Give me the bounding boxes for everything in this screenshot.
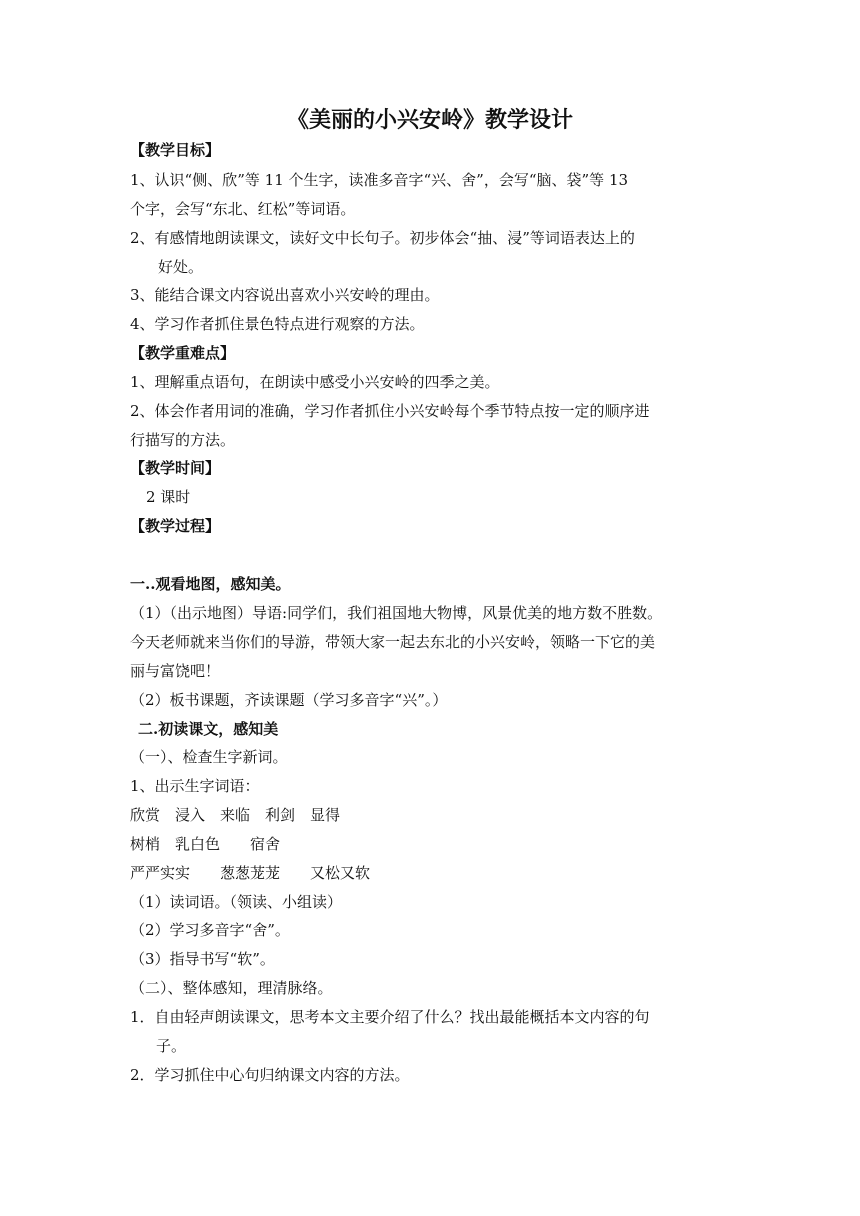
text-line: （2）学习多音字“舍”。	[130, 921, 290, 939]
text-line: （2）板书课题，齐读课题（学习多音字“兴”。）	[130, 691, 448, 709]
text-line: 子。	[156, 1037, 187, 1055]
heading-objectives: 【教学目标】	[130, 141, 221, 159]
heading-key-points: 【教学重难点】	[130, 344, 236, 362]
text-line: 1、出示生字词语：	[130, 777, 260, 795]
vocab-line: 树梢 乳白色 宿舍	[130, 835, 281, 853]
text-line: 1、理解重点语句，在朗读中感受小兴安岭的四季之美。	[130, 373, 500, 391]
text-line: （二）、整体感知，理清脉络。	[130, 979, 333, 997]
text-line: 好处。	[158, 258, 204, 276]
section-heading: 二.初读课文，感知美	[138, 720, 279, 738]
text-line: 丽与富饶吧！	[130, 662, 221, 680]
text-line: 今天老师就来当你们的导游，带领大家一起去东北的小兴安岭，领略一下它的美	[130, 633, 656, 651]
text-line: 2．学习抓住中心句归纳课文内容的方法。	[130, 1066, 410, 1084]
vocab-line: 欣赏 浸入 来临 利剑 显得	[130, 806, 341, 824]
text-line: （3）指导书写“软”。	[130, 950, 275, 968]
text-line: （1）（出示地图）导语:同学们，我们祖国地大物博，风景优美的地方数不胜数。	[130, 604, 663, 622]
text-line: （一）、检查生字新词。	[130, 748, 288, 766]
text-line: 3、能结合课文内容说出喜欢小兴安岭的理由。	[130, 286, 440, 304]
text-line: 2、有感情地朗读课文，读好文中长句子。初步体会“抽、浸”等词语表达上的	[130, 229, 635, 247]
text-line: （1）读词语。（领读、小组读）	[130, 893, 343, 911]
heading-time: 【教学时间】	[130, 459, 221, 477]
text-line: 个字，会写“东北、红松”等词语。	[130, 200, 356, 218]
vocab-line: 严严实实 葱葱茏茏 又松又软	[130, 864, 371, 882]
document-title: 《美丽的小兴安岭》教学设计	[286, 107, 573, 133]
text-line: 4、学习作者抓住景色特点进行观察的方法。	[130, 315, 425, 333]
text-line: 2、体会作者用词的准确，学习作者抓住小兴安岭每个季节特点按一定的顺序进	[130, 402, 650, 420]
text-line: 2 课时	[146, 488, 191, 506]
heading-process: 【教学过程】	[130, 517, 221, 535]
text-line: 1、认识“侧、欣”等 11 个生字，读准多音字“兴、舍”，会写“脑、袋”等 13	[130, 171, 629, 189]
text-line: 1．自由轻声朗读课文，思考本文主要介绍了什么？找出最能概括本文内容的句	[130, 1008, 650, 1026]
section-heading: 一..观看地图，感知美。	[130, 575, 291, 593]
text-line: 行描写的方法。	[130, 431, 236, 449]
